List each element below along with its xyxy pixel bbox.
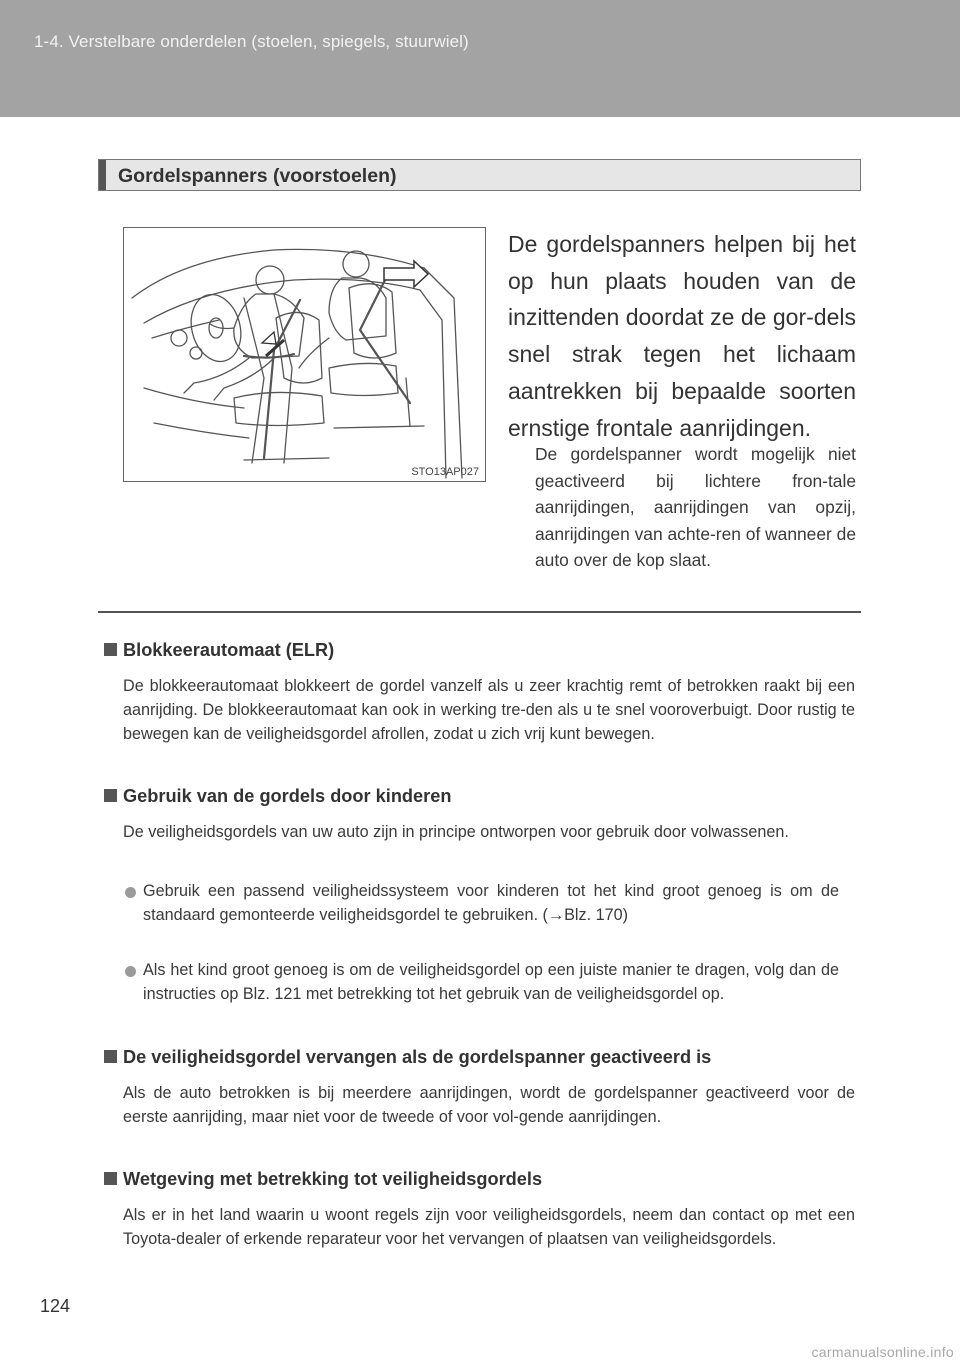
topic-heading-replace <box>104 1047 711 1068</box>
topic-heading-text: Wetgeving met betrekking tot veiligheidsgordels <box>123 1169 543 1189</box>
round-bullet-icon <box>125 966 136 977</box>
square-bullet-icon <box>104 789 117 802</box>
intro-paragraph: De gordelspanners helpen bij het op hun plaats houden van de inzittenden doordat ze de gor-dels snel strak tegen het lichaam aantrekken bij bepaalde soorten ernstige frontale aanrijdingen. <box>508 231 856 441</box>
section-title: Gordelspanners (voorstoelen) <box>118 165 397 187</box>
round-bullet-icon <box>125 887 136 898</box>
topic-text-law: Als er in het land waarin u woont regels zijn voor veiligheidsgordels, neem dan contact op met een Toyota-dealer of erkende reparateur voor het vervangen of plaatsen van veiligheidsgordels. <box>123 1206 855 1249</box>
topic-text-elr: De blokkeerautomaat blokkeert de gordel vanzelf als u zeer krachtig remt of betrokken raakt bij een aanrijding. De blokkeerautomaat kan ook in werking tre-den als u te snel vooroverbuigt. Door rustig te bewegen kan de veiligheidsgordel afrollen, zodat u zich vrij kunt bewegen. <box>123 677 855 744</box>
figure-code: STO13AP027 <box>411 466 479 478</box>
section-heading-box <box>98 159 861 191</box>
topic-heading-text: Blokkeerautomaat (ELR) <box>123 640 335 660</box>
topic-heading-text: Gebruik van de gordels door kinderen <box>123 786 452 806</box>
square-bullet-icon <box>104 643 117 656</box>
square-bullet-icon <box>104 1172 117 1185</box>
topic-heading-law <box>104 1169 542 1190</box>
topic-heading-elr <box>104 640 334 661</box>
children-bullet-2: Als het kind groot genoeg is om de veiligheidsgordel op een juiste manier te dragen, volg dan de instructies op Blz. 121 met betrekking tot het gebruik van de veiligheidsgordel op. <box>143 961 839 1004</box>
site-watermark[interactable]: carmanualsonline.info <box>811 1344 954 1360</box>
children-bullet-1: Gebruik een passend veiligheidssysteem voor kinderen tot het kind groot genoeg is om de standaard gemonteerde veiligheidsgordel te gebruiken. (→Blz. 170) <box>143 882 839 925</box>
intro-note: De gordelspanner wordt mogelijk niet geactiveerd bij lichtere fron-tale aanrijdingen, aanrijdingen van opzij, aanrijdingen van achte-ren of wanneer de auto over de kop slaat. <box>535 444 856 570</box>
topic-heading-text: De veiligheidsgordel vervangen als de gordelspanner geactiveerd is <box>123 1047 712 1067</box>
chapter-title: 1-4. Verstelbare onderdelen (stoelen, spiegels, stuurwiel) <box>34 32 469 51</box>
section-heading-bar <box>99 160 106 190</box>
page-number: 124 <box>40 1296 71 1316</box>
car-interior-drawing <box>124 228 484 480</box>
topic-heading-children <box>104 786 451 807</box>
chapter-header <box>0 0 960 117</box>
pretensioner-illustration <box>123 227 486 482</box>
section-divider <box>98 611 861 613</box>
topic-text-children: De veiligheidsgordels van uw auto zijn in principe ontworpen voor gebruik door volwassenen. <box>123 823 789 841</box>
square-bullet-icon <box>104 1050 117 1063</box>
topic-text-replace: Als de auto betrokken is bij meerdere aanrijdingen, wordt de gordelspanner geactiveerd voor de eerste aanrijding, maar niet voor de tweede of voor vol-gende aanrijdingen. <box>123 1084 855 1127</box>
